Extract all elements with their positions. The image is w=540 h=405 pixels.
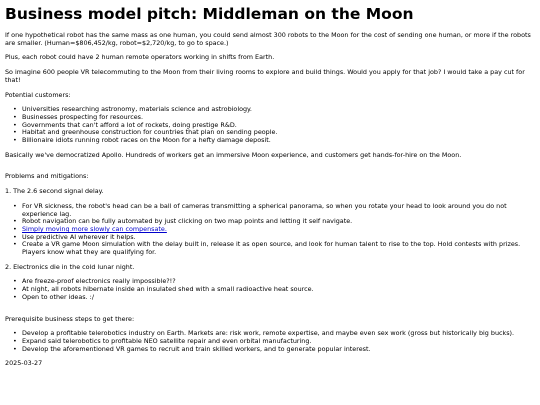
slow-moving-link[interactable]: Simply moving more slowly can compensate. [22,224,167,233]
prereq-list [5,330,535,353]
list-item: • Governments that can't afford a lot of rockets, doing prestige R&D. [22,122,535,130]
page-title: Business model pitch: Middleman on the Moon [5,5,414,23]
problem-1-list [5,203,535,257]
list-item: • Develop the aforementioned VR games to recruit and train skilled workers, and to generate popular interest. [22,346,535,354]
list-item: • At night, all robots hibernate inside an insulated shed with a small radioactive heat source. [22,286,535,294]
list-item: • Universities researching astronomy, materials science and astrobiology. [22,106,535,114]
problem-2-list [5,278,535,301]
problem-1-heading: 1. The 2.6 second signal delay. [5,187,104,196]
prereq-heading: Prerequisite business steps to get there: [5,314,135,323]
list-item: • Expand said telerobotics to profitable NEO satellite repair and even orbital manufacturing. [22,338,535,346]
list-item: • Are freeze-proof electronics really impossible?!? [22,278,535,286]
list-item: • Create a VR game Moon simulation with the delay built in, release it as open source, and look for human talent to rise to the top. Hold contests with prizes. Players know what they are qualifying for. [22,241,535,256]
list-item: • Use predictive AI wherever it helps. [22,234,535,242]
customers-heading: Potential customers: [5,90,71,99]
intro-paragraph: Plus, each robot could have 2 human remote operators working in shifts from Earth. [5,53,275,62]
list-item: • Open to other ideas. :/ [22,294,535,302]
problems-heading: Problems and mitigations: [5,172,89,181]
intro-paragraph: So imagine 600 people VR telecommuting to the Moon from their living rooms to explore and build things. Would you apply for that job? I would take a pay cut for that! [5,68,525,84]
list-item: • For VR sickness, the robot's head can be a ball of cameras transmitting a spherical panorama, so when you rotate your head to look around you do not experience lag. [22,203,535,218]
list-item: • Develop a profitable telerobotics industry on Earth. Markets are: risk work, remote expertise, and maybe even sex work (gross but historically big bucks). [22,330,535,338]
list-item: • Businesses prospecting for resources. [22,114,535,122]
list-item: • Habitat and greenhouse construction for countries that plan on sending people. [22,129,535,137]
problem-2-heading: 2. Electronics die in the cold lunar night. [5,262,135,271]
customers-list [5,106,535,145]
list-item: • Billionaire idiots running robot races on the Moon for a hefty damage deposit. [22,137,535,145]
intro-paragraph: If one hypothetical robot has the same mass as one human, you could send almost 300 robots to the Moon for the cost of sending one human, or more if the robots are smaller. (Human=$806,452/kg, robot=$2,720/kg, to go to space.) [5,31,531,47]
apollo-paragraph: Basically we've democratized Apollo. Hundreds of workers get an immersive Moon experience, and customers get hands-for-hire on the Moon. [5,150,462,159]
post-date: 2025-03-27 [5,359,43,368]
list-item: • Robot navigation can be fully automated by just clicking on two map points and letting it self navigate. [22,218,535,226]
